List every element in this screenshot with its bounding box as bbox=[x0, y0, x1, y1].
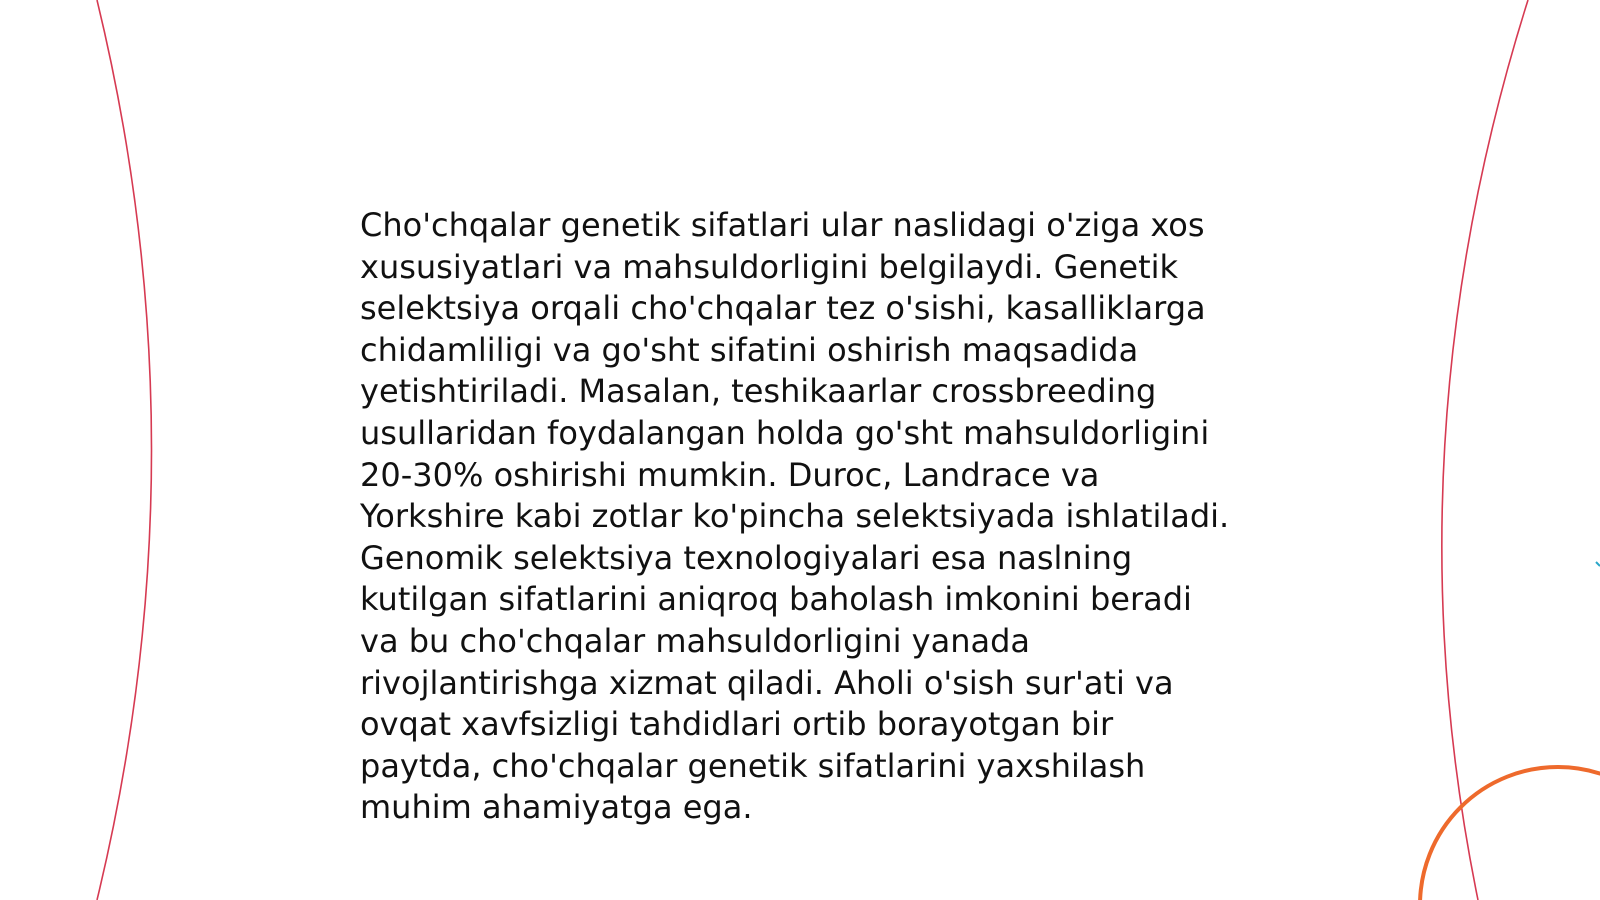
body-paragraph: Cho'chqalar genetik sifatlari ular naslidagi o'ziga xos xususiyatlari va mahsuldorligini belgilaydi. Genetik selektsiya orqali cho'chqalar tez o'sishi, kasalliklarga chidamliligi va go'sht sifatini oshirish maqsadida yetishtiriladi. Masalan, teshikaarlar crossbreeding usullaridan foydalangan holda go'sht mahsuldorligini 20-30% oshirishi mumkin. Duroc, Landrace va Yorkshire kabi zotlar ko'pincha selektsiyada ishlatiladi. Genomik selektsiya texnologiyalari esa naslning kutilgan sifatlarini aniqroq baholash imkonini beradi va bu cho'chqalar mahsuldorligini yanada rivojlantirishga xizmat qiladi. Aholi o'sish sur'ati va ovqat xavfsizligi tahdidlari ortib borayotgan bir paytda, cho'chqalar genetik sifatlarini yaxshilash muhim ahamiyatga ega. bbox=[360, 206, 1230, 827]
left-curve-line bbox=[97, 0, 152, 900]
right-curve-line bbox=[1442, 0, 1528, 900]
teal-accent-mark bbox=[1596, 562, 1600, 566]
orange-circle-outline bbox=[1420, 767, 1600, 900]
